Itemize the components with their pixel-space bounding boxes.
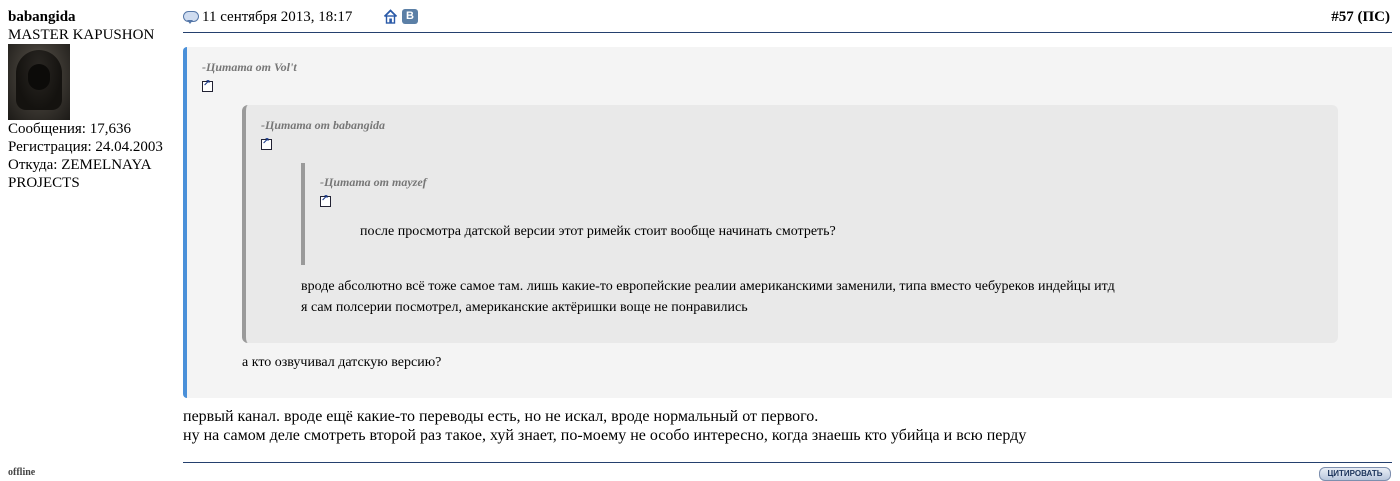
quote-middle-header: -Цитата от babangida bbox=[261, 118, 386, 132]
quote-outer-reply: а кто озвучивал датскую версию? bbox=[242, 355, 442, 370]
quote-inner-link-icon[interactable] bbox=[320, 196, 331, 207]
post-date: 11 сентября 2013, 18:17 bbox=[202, 9, 353, 25]
user-post-count: Сообщения: 17,636 bbox=[8, 121, 131, 137]
user-location-line2: PROJECTS bbox=[8, 175, 80, 191]
post-number bbox=[1331, 9, 1390, 26]
quote-button[interactable]: ЦИТИРОВАТЬ bbox=[1319, 467, 1391, 481]
comment-icon bbox=[183, 11, 199, 22]
username[interactable]: babangida bbox=[8, 9, 76, 25]
post-body bbox=[183, 407, 1026, 445]
quote-middle-link-icon[interactable] bbox=[261, 139, 272, 150]
avatar[interactable] bbox=[8, 44, 70, 120]
quote-inner-header: -Цитата от mayzef bbox=[320, 175, 427, 189]
quote-inner bbox=[301, 163, 836, 265]
ps-link[interactable]: (ПС) bbox=[1357, 9, 1390, 25]
post-number-link[interactable]: #57 bbox=[1331, 9, 1354, 25]
quote-outer-header: -Цитата от Vol't bbox=[202, 60, 297, 74]
user-registration: Регистрация: 24.04.2003 bbox=[8, 139, 163, 155]
post-body-line1: первый канал. вроде ещё какие-то переводы есть, но не искал, вроде нормальный от первого. bbox=[183, 408, 819, 425]
quote-middle bbox=[242, 105, 1338, 343]
avatar-face-shape bbox=[28, 64, 50, 90]
quote-outer bbox=[183, 47, 1392, 398]
user-title: MASTER KAPUSHON bbox=[8, 27, 155, 43]
vk-icon[interactable]: B bbox=[402, 9, 418, 24]
status-offline: offline bbox=[8, 467, 36, 478]
quote-middle-line1: вроде абсолютно всё тоже самое там. лишь какие-то европейские реалии американскими заменили, типа вместо чебуреков индейцы итд bbox=[301, 279, 1115, 294]
quote-inner-text: после просмотра датской версии этот римейк стоит вообще начинать смотреть? bbox=[360, 224, 836, 239]
quote-middle-line2: я сам полсерии посмотрел, американские актёришки воще не понравились bbox=[301, 300, 748, 315]
post-body-line2: ну на самом деле смотреть второй раз такое, хуй знает, по-моему не особо интересно, когда знаешь кто убийца и всю перду bbox=[183, 427, 1027, 444]
post-header bbox=[183, 6, 1392, 33]
user-location-line1: Откуда: ZEMELNAYA bbox=[8, 157, 152, 173]
post-footer-divider bbox=[183, 462, 1392, 463]
quote-outer-link-icon[interactable] bbox=[202, 81, 213, 92]
home-icon[interactable] bbox=[383, 9, 398, 24]
user-info-panel bbox=[8, 8, 178, 192]
